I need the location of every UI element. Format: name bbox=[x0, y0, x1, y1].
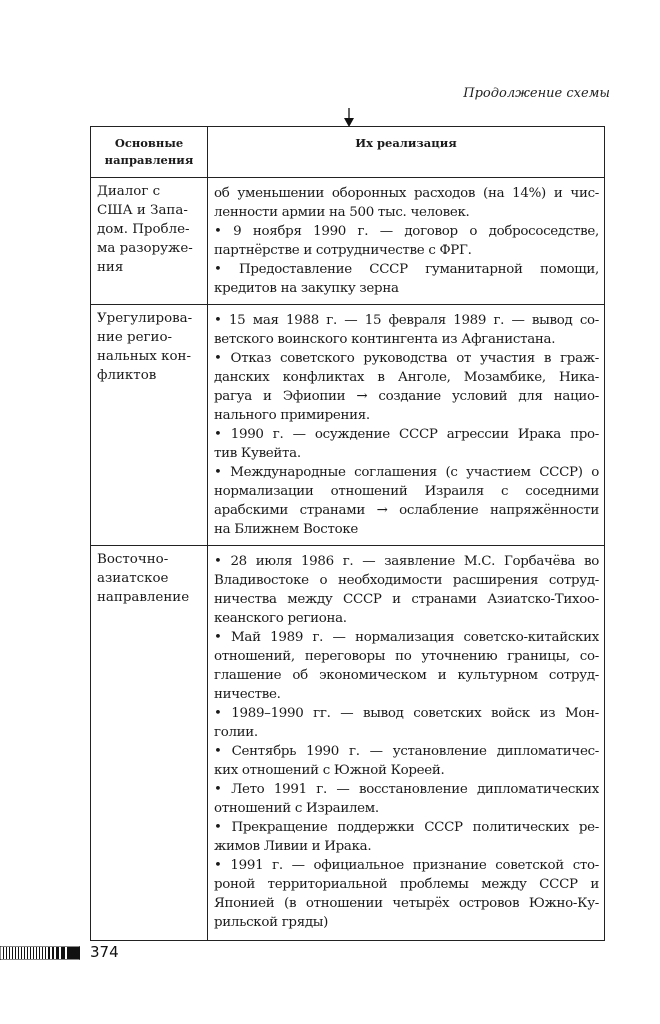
text-line: ветского воинского контингента из Афганистана. bbox=[214, 332, 556, 347]
header-directions: Основные направления bbox=[91, 127, 208, 178]
text-line: отношений, переговоры по уточнению границы, со- bbox=[214, 649, 599, 664]
text-line: ничества между СССР и странами Азиатско-Тихоо- bbox=[214, 592, 599, 607]
direction-line: Диалог с bbox=[97, 184, 161, 199]
text-line: ничестве. bbox=[214, 687, 281, 702]
barcode-page-marker bbox=[0, 946, 80, 960]
down-arrow-icon bbox=[342, 108, 356, 128]
text-line: • 1991 г. — официальное признание советской сто- bbox=[214, 858, 599, 873]
direction-line: ния bbox=[97, 260, 124, 275]
text-line: рильской гряды) bbox=[214, 915, 329, 930]
implementation-cell bbox=[208, 546, 605, 941]
table-row bbox=[91, 305, 605, 546]
text-line: ленности армии на 500 тыс. человек. bbox=[214, 205, 470, 220]
text-line: арабскими странами → ослабление напряжённости bbox=[214, 503, 599, 518]
direction-line: фликтов bbox=[97, 368, 157, 383]
text-line: • 1990 г. — осуждение СССР агрессии Ирака про- bbox=[214, 427, 599, 442]
direction-line: нальных кон- bbox=[97, 349, 191, 364]
text-line: Японией (в отношении четырёх островов Южно-Ку- bbox=[214, 896, 599, 911]
text-line: • Прекращение поддержки СССР политических ре- bbox=[214, 820, 599, 835]
table-row bbox=[91, 546, 605, 941]
direction-line: США и Запа- bbox=[97, 203, 188, 218]
text-line: глашение об экономическом и культурном сотруд- bbox=[214, 668, 599, 683]
direction-cell bbox=[91, 178, 208, 305]
text-line: • 1989–1990 гг. — вывод советских войск из Мон- bbox=[214, 706, 599, 721]
direction-line: азиатское bbox=[97, 571, 169, 586]
text-line: данских конфликтах в Анголе, Мозамбике, Ника- bbox=[214, 370, 599, 385]
direction-line: ние регио- bbox=[97, 330, 173, 345]
text-line: • Международные соглашения (с участием СССР) о bbox=[214, 465, 599, 480]
text-line: Владивостоке о необходимости расширения сотруд- bbox=[214, 573, 599, 588]
text-line: кредитов на закупку зерна bbox=[214, 281, 399, 296]
text-line: • Предоставление СССР гуманитарной помощи, bbox=[214, 262, 599, 277]
text-line: • 9 ноября 1990 г. — договор о добрососедстве, bbox=[214, 224, 599, 239]
implementation-cell bbox=[208, 178, 605, 305]
direction-line: ма разоруже- bbox=[97, 241, 193, 256]
text-line: • Май 1989 г. — нормализация советско-китайских bbox=[214, 630, 599, 645]
direction-cell bbox=[91, 305, 208, 546]
direction-line: направление bbox=[97, 590, 190, 605]
text-line: на Ближнем Востоке bbox=[214, 522, 359, 537]
text-line: жимов Ливии и Ирака. bbox=[214, 839, 372, 854]
direction-cell bbox=[91, 546, 208, 941]
text-line: • 28 июля 1986 г. — заявление М.С. Горбачёва во bbox=[214, 554, 599, 569]
text-line: • 15 мая 1988 г. — 15 февраля 1989 г. — вывод со- bbox=[214, 313, 599, 328]
text-line: кеанского региона. bbox=[214, 611, 347, 626]
text-line: • Сентябрь 1990 г. — установление дипломатичес- bbox=[214, 744, 599, 759]
text-line: • Отказ советского руководства от участия в граж- bbox=[214, 351, 599, 366]
text-line: нального примирения. bbox=[214, 408, 370, 423]
text-line: • Лето 1991 г. — восстановление дипломатических bbox=[214, 782, 599, 797]
text-line: рагуа и Эфиопии → создание условий для нацио- bbox=[214, 389, 599, 404]
header-implementation: Их реализация bbox=[208, 127, 605, 178]
text-line: роной территориальной проблемы между СССР и bbox=[214, 877, 599, 892]
text-line: ких отношений с Южной Кореей. bbox=[214, 763, 445, 778]
direction-line: дом. Пробле- bbox=[97, 222, 190, 237]
scheme-continuation-caption: Продолжение схемы bbox=[463, 86, 610, 101]
table-header-row bbox=[91, 127, 605, 178]
direction-line: Восточно- bbox=[97, 552, 169, 567]
scheme-table bbox=[90, 126, 605, 941]
text-line: тив Кувейта. bbox=[214, 446, 301, 461]
page-number: 374 bbox=[90, 943, 119, 961]
text-line: голии. bbox=[214, 725, 258, 740]
implementation-cell bbox=[208, 305, 605, 546]
text-line: партнёрстве и сотрудничестве с ФРГ. bbox=[214, 243, 472, 258]
text-line: отношений с Израилем. bbox=[214, 801, 379, 816]
text-line: нормализации отношений Израиля с соседними bbox=[214, 484, 599, 499]
table-row bbox=[91, 178, 605, 305]
text-line: об уменьшении оборонных расходов (на 14%) и чис- bbox=[214, 186, 599, 201]
direction-line: Урегулирова- bbox=[97, 311, 193, 326]
